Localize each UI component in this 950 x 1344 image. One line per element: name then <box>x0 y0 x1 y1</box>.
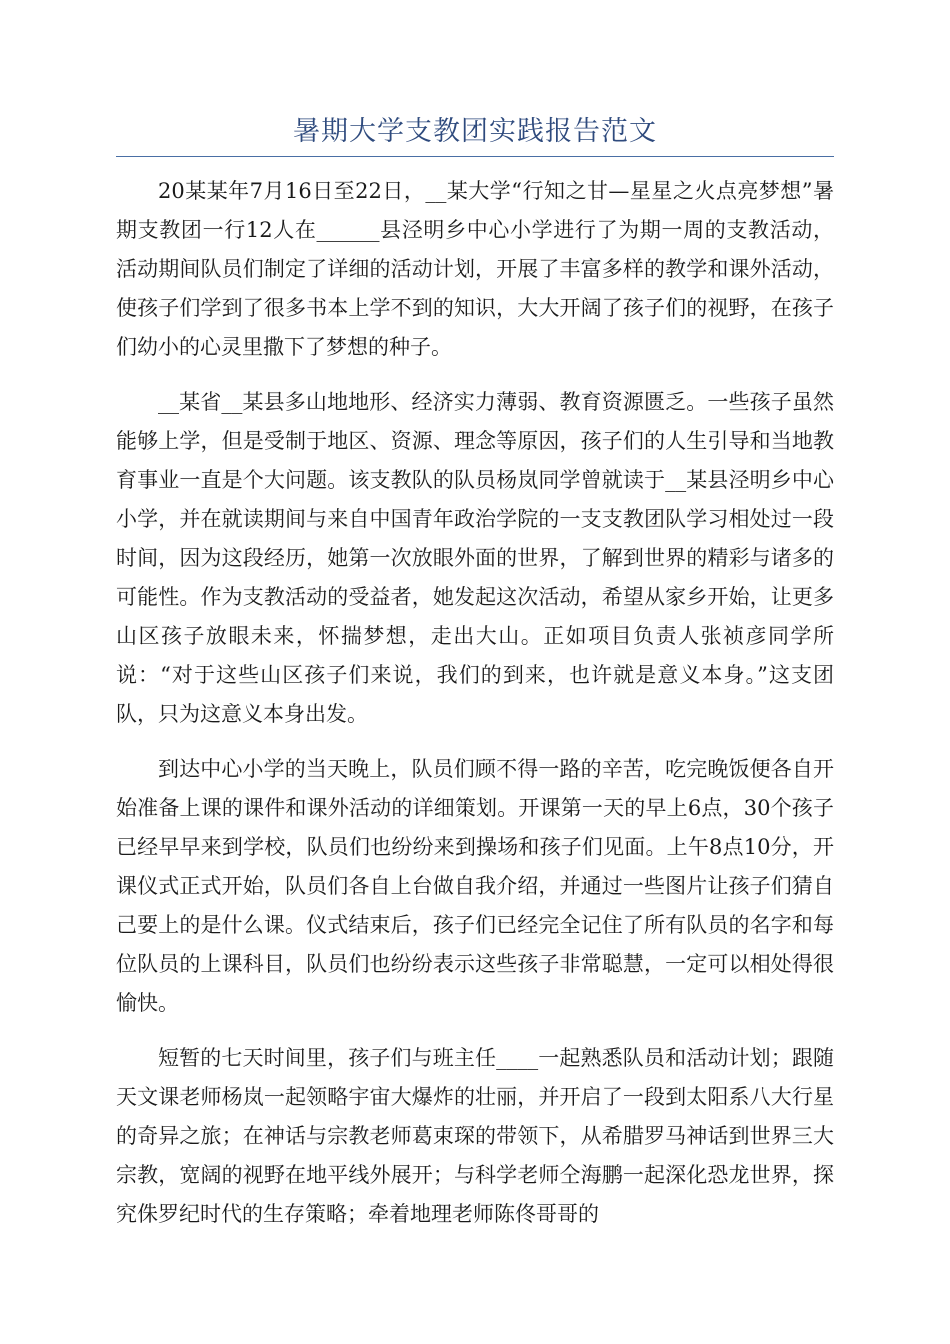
title-underline <box>116 156 834 157</box>
paragraph-2: __某省__某县多山地地形、经济实力薄弱、教育资源匮乏。一些孩子虽然能够上学，但是受制于地区、资源、理念等原因，孩子们的人生引导和当地教育事业一直是个大问题。该支教队的队员杨岚同学曾就读于__某县泾明乡中心小学，并在就读期间与来自中国青年政治学院的一支支教团队学习相处过一段时间，因为这段经历，她第一次放眼外面的世界，了解到世界的精彩与诸多的可能性。作为支教活动的受益者，她发起这次活动，希望从家乡开始，让更多山区孩子放眼未来，怀揣梦想，走出大山。正如项目负责人张祯彦同学所说：“对于这些山区孩子们来说，我们的到来，也许就是意义本身。”这支团队，只为这意义本身出发。 <box>116 390 834 726</box>
document-title: 暑期大学支教团实践报告范文 <box>293 116 657 147</box>
document-body <box>116 172 834 1250</box>
paragraph-1: 20某某年7月16日至22日，__某大学“行知之甘—星星之火点亮梦想”暑期支教团一行12人在______县泾明乡中心小学进行了为期一周的支教活动，活动期间队员们制定了详细的活动计划，开展了丰富多样的教学和课外活动，使孩子们学到了很多书本上学不到的知识，大大开阔了孩子们的视野，在孩子们幼小的心灵里撒下了梦想的种子。 <box>116 179 834 359</box>
paragraph-4: 短暂的七天时间里，孩子们与班主任____一起熟悉队员和活动计划；跟随天文课老师杨岚一起领略宇宙大爆炸的壮丽，并开启了一段到太阳系八大行星的奇异之旅；在神话与宗教老师葛束琛的带领下，从希腊罗马神话到世界三大宗教，宽阔的视野在地平线外展开；与科学老师仝海鹏一起深化恐龙世界，探究侏罗纪时代的生存策略；牵着地理老师陈佟哥哥的 <box>116 1046 834 1226</box>
paragraph-3: 到达中心小学的当天晚上，队员们顾不得一路的辛苦，吃完晚饭便各自开始准备上课的课件和课外活动的详细策划。开课第一天的早上6点，30个孩子已经早早来到学校，队员们也纷纷来到操场和孩子们见面。上午8点10分，开课仪式正式开始，队员们各自上台做自我介绍，并通过一些图片让孩子们猜自己要上的是什么课。仪式结束后，孩子们已经完全记住了所有队员的名字和每位队员的上课科目，队员们也纷纷表示这些孩子非常聪慧，一定可以相处得很愉快。 <box>116 757 834 1015</box>
